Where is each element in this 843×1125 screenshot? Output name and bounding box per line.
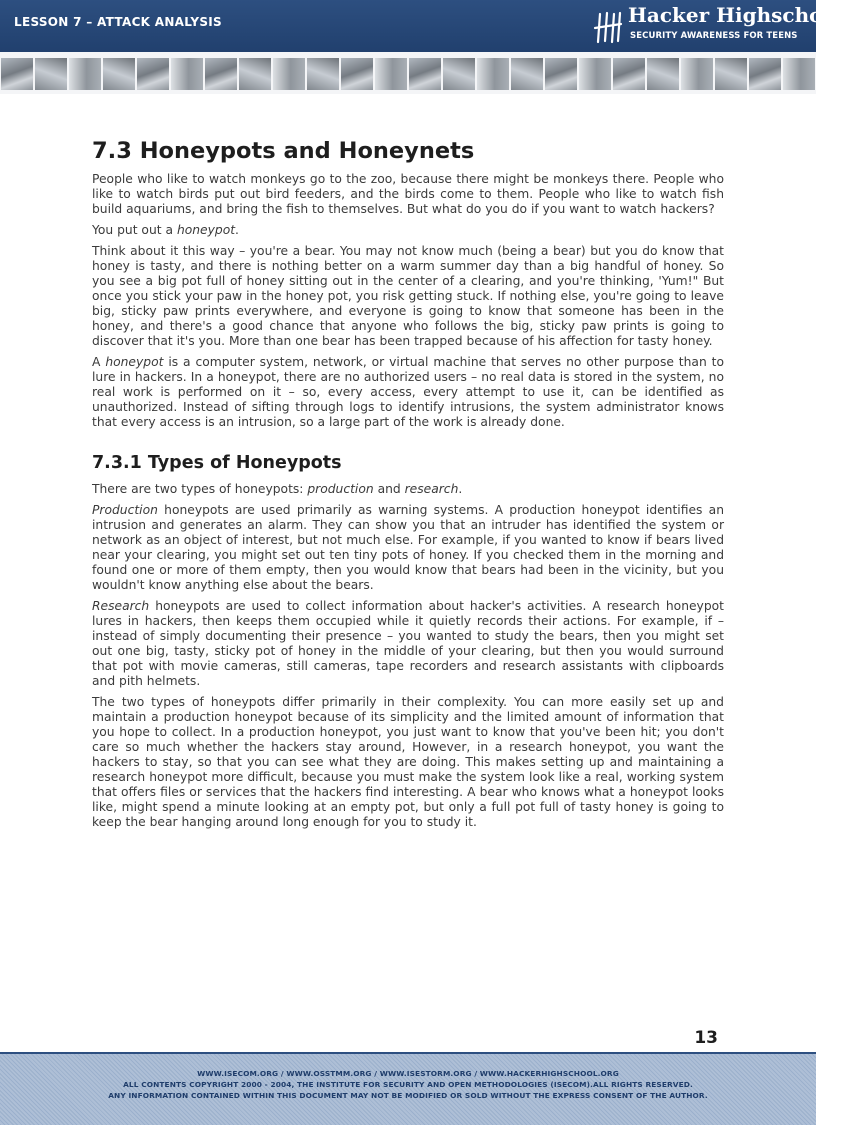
subsection-title: 7.3.1 Types of Honeypots [92, 453, 342, 473]
emphasis-honeypot: honeypot [176, 223, 236, 237]
lesson-title: LESSON 7 – ATTACK ANALYSIS [14, 15, 222, 29]
logo-name: Hacker Highschool [628, 3, 843, 27]
emphasis-production: production [307, 482, 374, 496]
page-header [0, 0, 843, 52]
page-number: 13 [694, 1028, 718, 1048]
subsection-paragraph-2: Production honeypots are used primarily as warning systems. A production honeypot identifies an intrusion and generates an alarm. They can show you that an intruder has identified the system or network as an object of interest, but not much else. For example, if you wanted to know if bears lived near your clearing, you might set out ten tiny pots of honey. If you checked them in the morning and found one or more of them empty, then you would know that bears had been in the vicinity, but you wouldn't know anything else about the bears. [92, 503, 724, 592]
emphasis-honeypot-definition: honeypot [105, 355, 164, 369]
emphasis-production-lead: Production [92, 503, 158, 517]
footer-disclaimer: ANY INFORMATION CONTAINED WITHIN THIS DOCUMENT MAY NOT BE MODIFIED OR SOLD WITHOUT THE EXPRESS CONSENT OF THE AUTHOR. [108, 1091, 708, 1100]
logo-mark-icon [594, 10, 622, 44]
subsection-paragraph-1: There are two types of honeypots: production and research. [92, 482, 463, 496]
section-paragraph-2: You put out a honeypot. [92, 223, 239, 237]
emphasis-research-lead: Research [92, 599, 150, 613]
photo-strip-banner [0, 52, 816, 94]
section-paragraph-3: Think about it this way – you're a bear. You may not know much (being a bear) but you do know that honey is tasty, and there is nothing better on a warm summer day than a big handful of honey. So you see a big pot full of honey sitting out in the center of a clearing, and you're thinking, 'Yum!" But once you stick your paw in the honey pot, you risk getting stuck. If nothing else, you're going to leave big, sticky paw prints everywhere, and everyone is going to know that someone has been in the honey, and there's a good chance that anyone who follows the big, sticky paw prints is going to discover that it's you. More than one bear has been trapped because of his affection for tasty honey. [92, 244, 724, 348]
subsection-paragraph-4: The two types of honeypots differ primarily in their complexity. You can more easily set up and maintain a production honeypot because of its simplicity and the limited amount of information that you hope to collect. In a production honeypot, you just want to know that you've been hit; you don't care so much whether the hackers stay around, However, in a research honeypot, you want the hackers to stay, so that you can see what they are doing. This makes setting up and maintaining a research honeypot more difficult, because you must make the system look like a real, working system that offers files or services that the hackers find interesting. A bear who knows what a honeypot looks like, might spend a minute looking at an empty pot, but only a full pot full of tasty honey is going to keep the bear hanging around long enough for you to study it. [92, 695, 724, 829]
section-paragraph-4: A honeypot is a computer system, network, or virtual machine that serves no other purpose than to lure in hackers. In a honeypot, there are no authorized users – no real data is stored in the system, no real work is performed on it – so, every access, every attempt to use it, can be identified as unauthorized. Instead of sifting through logs to identify intrusions, the system administrator knows that every access is an intrusion, so a large part of the work is already done. [92, 355, 724, 429]
page-content [92, 138, 724, 836]
section-paragraph-1: People who like to watch monkeys go to the zoo, because there might be monkeys there. People who like to watch birds put out bird feeders, and the birds come to them. People who like to watch fish build aquariums, and bring the fish to themselves. But what do you do if you want to watch hackers? [92, 172, 724, 216]
section-title: 7.3 Honeypots and Honeynets [92, 138, 475, 164]
footer-copyright: ALL CONTENTS COPYRIGHT 2000 - 2004, THE INSTITUTE FOR SECURITY AND OPEN METHODOLOGIES (ISECOM).ALL RIGHTS RESERVED. [123, 1080, 693, 1089]
footer-links: WWW.ISECOM.ORG / WWW.OSSTMM.ORG / WWW.ISESTORM.ORG / WWW.HACKERHIGHSCHOOL.ORG [197, 1069, 619, 1078]
emphasis-research: research [404, 482, 459, 496]
subsection-paragraph-3: Research honeypots are used to collect information about hacker's activities. A research honeypot lures in hackers, then keeps them occupied while it quietly records their actions. For example, if – instead of simply documenting their presence – you wanted to study the bears, then you might set out one big, tasty, sticky pot of honey in the middle of your clearing, but then you would surround that pot with movie cameras, still cameras, tape recorders and research assistants with clipboards and pith helmets. [92, 599, 724, 688]
page-footer [0, 1052, 816, 1125]
hacker-highschool-logo [594, 3, 843, 48]
logo-tagline: SECURITY AWARENESS FOR TEENS [630, 31, 798, 41]
